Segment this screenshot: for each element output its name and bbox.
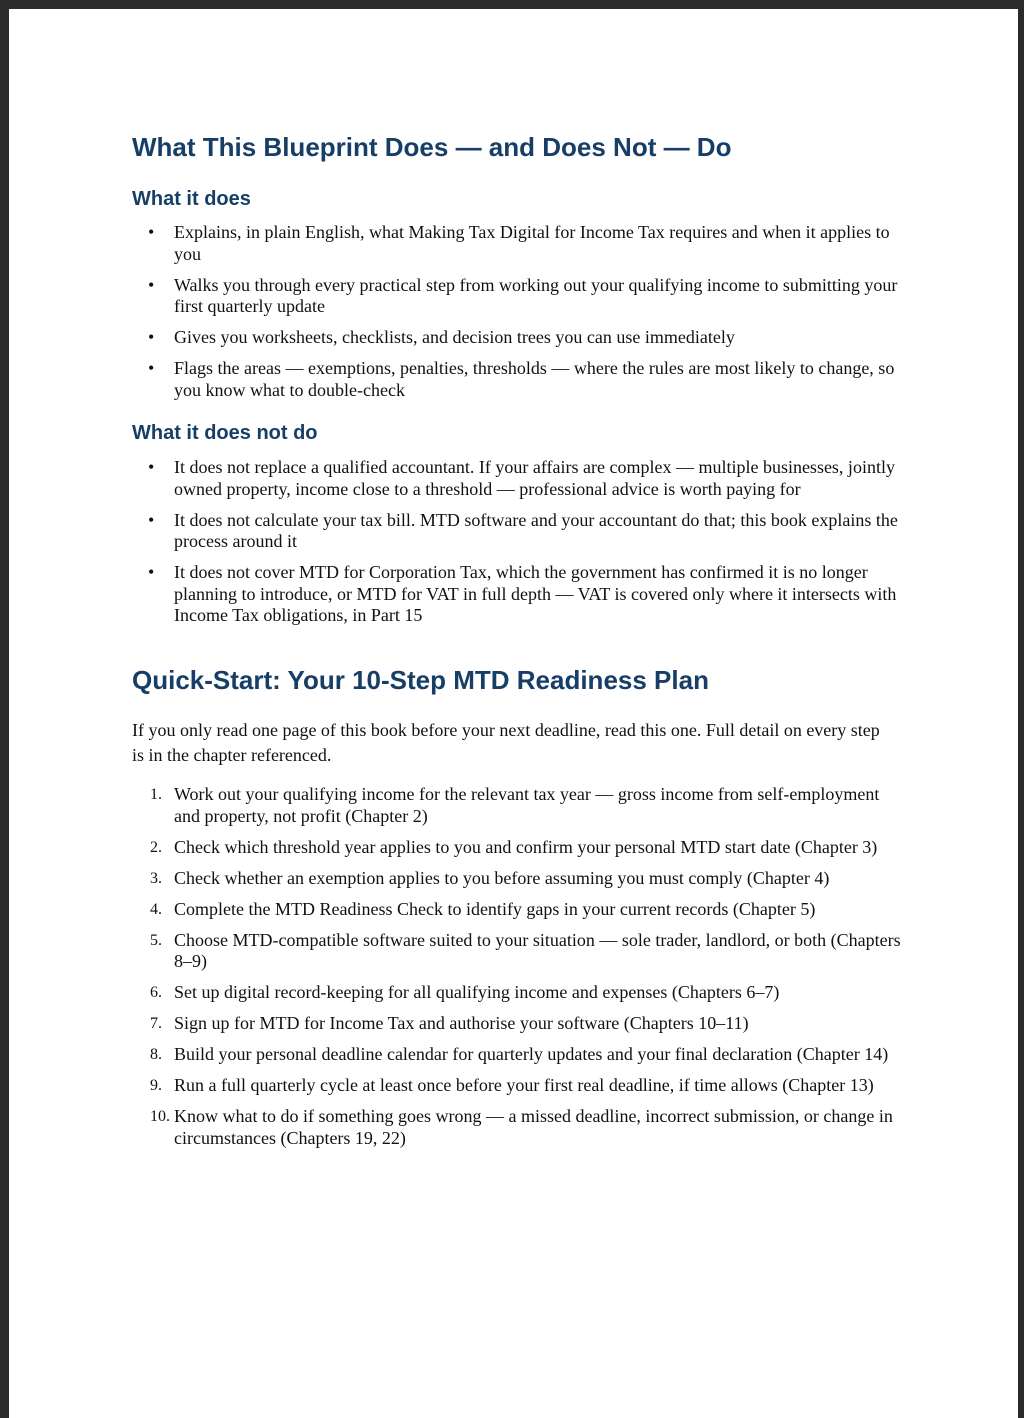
bullet-marker: • <box>148 562 155 582</box>
list-item: • It does not replace a qualified accountant. If your affairs are complex — multiple businesses, jointly owned property, income close to a threshold — professional advice is worth paying for <box>148 457 895 499</box>
step-item: 9. Run a full quarterly cycle at least once before your first real deadline, if time allows (Chapter 13) <box>150 1075 874 1095</box>
step-item: 5. Choose MTD-compatible software suited to your situation — sole trader, landlord, or both (Chapters 8–9) <box>150 929 901 971</box>
subheading-what-it-does-not: What it does not do <box>132 422 318 444</box>
bullet-marker: • <box>148 274 155 295</box>
list-item: • Walks you through every practical step from working out your qualifying income to submitting your first quarterly update <box>148 274 898 316</box>
bullet-marker: • <box>148 358 155 378</box>
step-item: 1. Work out your qualifying income for the relevant tax year — gross income from self-employment and property, not profit (Chapter 2) <box>150 784 880 826</box>
step-number: 3. <box>150 869 162 887</box>
steps-list <box>132 784 902 1159</box>
step-number: 4. <box>150 900 162 918</box>
list-item: • Explains, in plain English, what Making Tax Digital for Income Tax requires and when it applies to you <box>148 222 890 264</box>
bullet-marker: • <box>148 509 155 530</box>
step-number: 5. <box>150 931 162 949</box>
document-page <box>9 9 1018 1418</box>
step-item: 3. Check whether an exemption applies to you before assuming you must comply (Chapter 4) <box>150 867 830 888</box>
step-number: 1. <box>150 786 162 803</box>
step-number: 9. <box>150 1077 162 1094</box>
section-title-quick-start: Quick-Start: Your 10-Step MTD Readiness Plan <box>132 665 709 695</box>
bullet-marker: • <box>148 222 155 242</box>
list-item: • It does not calculate your tax bill. MTD software and your accountant do that; this book explains the process around it <box>148 509 898 551</box>
step-number: 10. <box>150 1108 170 1125</box>
step-item: 7. Sign up for MTD for Income Tax and authorise your software (Chapters 10–11) <box>150 1013 749 1033</box>
step-number: 6. <box>150 984 162 1001</box>
intro-paragraph: If you only read one page of this book before your next deadline, read this one. Full detail on every step is in the chapter referenced. <box>132 720 880 765</box>
step-number: 8. <box>150 1046 162 1063</box>
does-list <box>132 222 902 411</box>
section-title-blueprint: What This Blueprint Does — and Does Not — Do <box>132 132 732 162</box>
step-item: 4. Complete the MTD Readiness Check to identify gaps in your current records (Chapter 5) <box>150 898 816 919</box>
step-item: 2. Check which threshold year applies to you and confirm your personal MTD start date (Chapter 3) <box>150 836 878 857</box>
subheading-what-it-does: What it does <box>132 188 251 210</box>
list-item: • Flags the areas — exemptions, penalties, thresholds — where the rules are most likely to change, so you know what to double-check <box>148 358 895 400</box>
step-item: 6. Set up digital record-keeping for all qualifying income and expenses (Chapters 6–7) <box>150 982 780 1002</box>
bullet-marker: • <box>148 457 155 477</box>
step-number: 7. <box>150 1015 162 1032</box>
step-item: 10. Know what to do if something goes wrong — a missed deadline, incorrect submission, or change in circumstances (Chapters 19, 22) <box>150 1106 893 1148</box>
step-item: 8. Build your personal deadline calendar for quarterly updates and your final declaration (Chapter 14) <box>150 1044 889 1064</box>
step-number: 2. <box>150 838 162 856</box>
bullet-marker: • <box>148 327 155 347</box>
list-item: • It does not cover MTD for Corporation Tax, which the government has confirmed it is no longer planning to introduce, or MTD for VAT in full depth — VAT is covered only where it intersects with Income Tax obligations, in Part 15 <box>148 562 897 625</box>
list-item: • Gives you worksheets, checklists, and decision trees you can use immediately <box>148 327 735 347</box>
does-not-list <box>132 457 902 636</box>
